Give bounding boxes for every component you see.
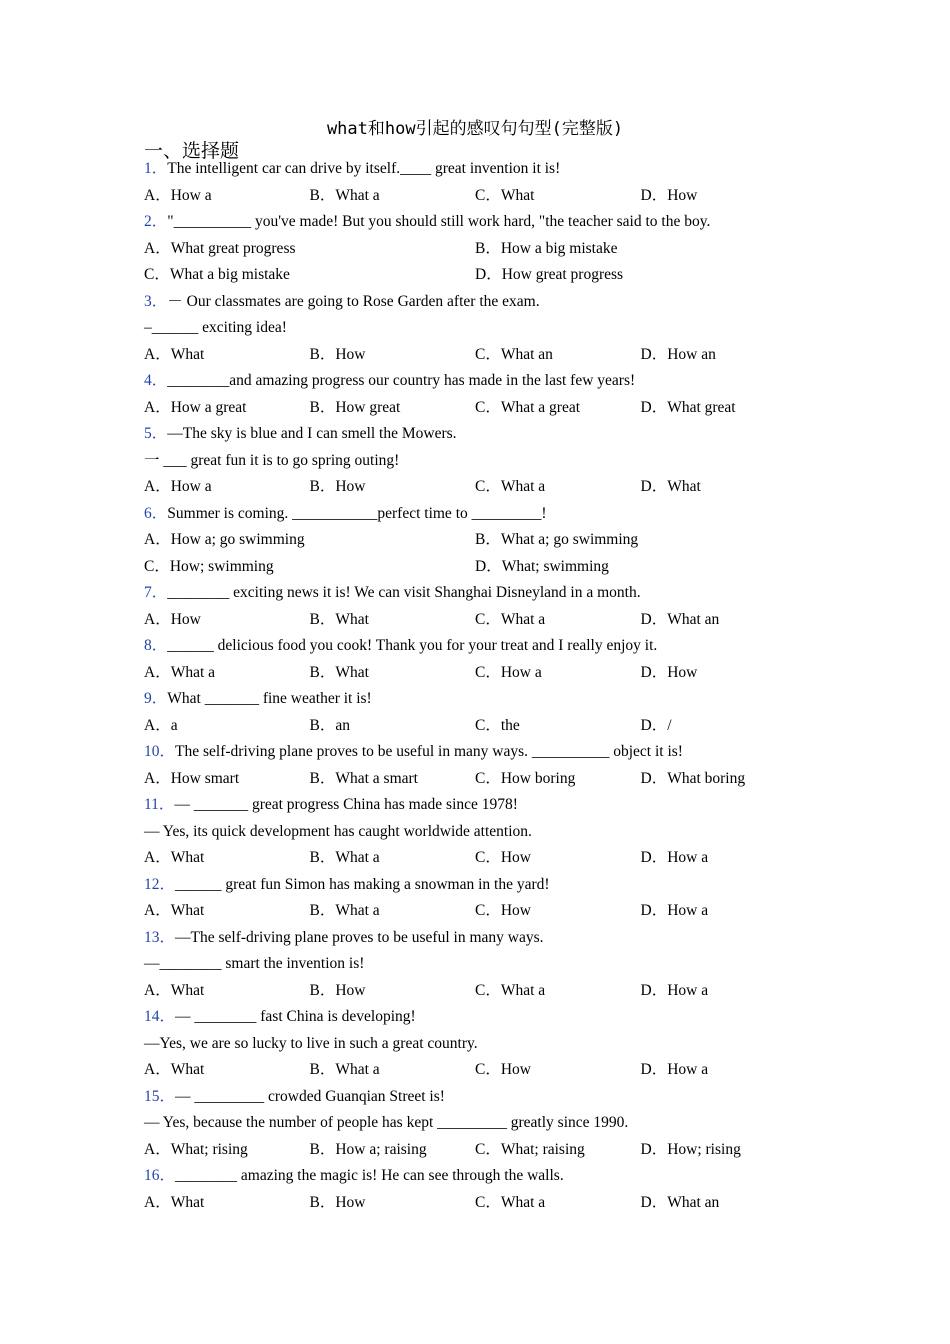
answer-option[interactable]: B．What a: [309, 186, 380, 204]
question-stem: ________ exciting news it is! We can visit Shanghai Disneyland in a month.: [167, 584, 641, 601]
question-number: 11．: [144, 796, 175, 813]
question-number: 13．: [144, 928, 176, 946]
answer-option[interactable]: B．How a; raising: [309, 1140, 427, 1158]
question-number: 16．: [144, 1167, 176, 1184]
question-number: 12．: [144, 875, 176, 893]
question-text: [144, 448, 824, 475]
question-4: [144, 368, 824, 421]
question-10: [144, 739, 824, 792]
question-number: 4．: [144, 372, 168, 389]
question-number: 3．: [144, 292, 168, 310]
options-row: [144, 766, 824, 793]
answer-option[interactable]: D．What boring: [640, 769, 746, 787]
answer-option[interactable]: D．How an: [640, 345, 716, 363]
answer-option[interactable]: B．How: [309, 981, 366, 999]
answer-option[interactable]: C．What a big mistake: [144, 266, 290, 283]
answer-option[interactable]: D．How a: [640, 1061, 709, 1078]
question-number: 14．: [144, 1008, 176, 1025]
question-text: [144, 686, 824, 713]
answer-option[interactable]: D．What great: [640, 398, 736, 416]
answer-option[interactable]: A．What a: [144, 663, 216, 681]
answer-option[interactable]: D．What an: [640, 1193, 720, 1211]
question-stem: 一 ___ great fun it is to go spring outing!: [144, 451, 400, 469]
question-12: [144, 872, 824, 925]
question-text: [144, 792, 824, 819]
question-number: 8．: [144, 637, 168, 654]
options-row: [144, 474, 824, 501]
question-9: [144, 686, 824, 739]
answer-option[interactable]: D．How a: [640, 849, 709, 866]
answer-option[interactable]: C．How a: [475, 663, 542, 681]
question-3: [144, 289, 824, 369]
answer-option[interactable]: C．How: [475, 849, 531, 866]
options-row: [144, 236, 824, 263]
question-text: [144, 289, 824, 316]
answer-option[interactable]: B．an: [309, 716, 350, 734]
question-number: 6．: [144, 504, 168, 522]
answer-option[interactable]: C．How boring: [475, 769, 576, 787]
options-row: [144, 660, 824, 687]
answer-option[interactable]: B．What: [309, 610, 369, 628]
answer-option[interactable]: D．How a: [640, 902, 709, 919]
answer-option[interactable]: C．What an: [475, 345, 553, 363]
answer-option[interactable]: D．What; swimming: [475, 557, 609, 575]
answer-option[interactable]: C．How; swimming: [144, 557, 274, 575]
question-number: 10．: [144, 743, 176, 760]
options-row: [144, 1190, 824, 1217]
question-15: [144, 1084, 824, 1164]
options-row: [144, 395, 824, 422]
options-row: [144, 978, 824, 1005]
question-13: [144, 925, 824, 1005]
answer-option[interactable]: A．What: [144, 1061, 205, 1078]
question-text: [144, 1084, 824, 1111]
answer-option[interactable]: A．What: [144, 902, 205, 919]
answer-option[interactable]: D．What an: [640, 610, 720, 628]
question-stem: –______ exciting idea!: [144, 319, 287, 336]
answer-option[interactable]: B．What: [309, 663, 369, 681]
question-number: 7．: [144, 584, 168, 601]
question-text: [144, 315, 824, 342]
answer-option[interactable]: C．How: [475, 902, 531, 919]
answer-option[interactable]: B．How: [309, 1193, 366, 1211]
answer-option[interactable]: D．How: [640, 663, 698, 681]
answer-option[interactable]: D．How: [640, 186, 698, 204]
answer-option[interactable]: A．What great progress: [144, 239, 296, 257]
answer-option[interactable]: B．What a: [309, 902, 380, 919]
answer-option[interactable]: C．What a: [475, 981, 546, 999]
answer-option[interactable]: A．How smart: [144, 769, 240, 787]
question-text: [144, 925, 824, 952]
question-stem: ______ great fun Simon has making a snowman in the yard!: [175, 875, 550, 893]
question-7: [144, 580, 824, 633]
question-text: [144, 156, 824, 183]
question-1: [144, 156, 824, 209]
question-6: [144, 501, 824, 581]
question-number: 2．: [144, 213, 168, 230]
document-title: what和how引起的感叹句句型(完整版): [326, 119, 624, 139]
answer-option[interactable]: B．How: [309, 478, 366, 495]
question-stem: — ________ fast China is developing!: [175, 1008, 416, 1025]
question-list: [144, 156, 824, 1216]
answer-option[interactable]: C．How: [475, 1061, 531, 1078]
options-row: [144, 554, 824, 581]
question-stem: The self-driving plane proves to be useful in many ways. __________ object it is!: [175, 743, 683, 760]
question-stem: "__________ you've made! But you should still work hard, "the teacher said to the boy.: [167, 213, 711, 230]
question-stem: — Yes, because the number of people has kept _________ greatly since 1990.: [144, 1114, 629, 1131]
answer-option[interactable]: D．How a: [640, 981, 709, 999]
question-stem: ________ amazing the magic is! He can see through the walls.: [175, 1167, 564, 1184]
answer-option[interactable]: A．How a great: [144, 398, 247, 416]
question-stem: —________ smart the invention is!: [144, 955, 365, 972]
question-stem: — _______ great progress China has made since 1978!: [174, 796, 518, 813]
options-row: [144, 898, 824, 925]
answer-option[interactable]: A．How a: [144, 186, 212, 204]
question-text: [144, 421, 824, 448]
answer-option[interactable]: C．What: [475, 186, 535, 204]
question-16: [144, 1163, 824, 1216]
answer-option[interactable]: A．How a: [144, 478, 212, 495]
question-stem: ______ delicious food you cook! Thank you for your treat and I really enjoy it.: [167, 637, 658, 654]
question-14: [144, 1004, 824, 1084]
question-stem: —The self-driving plane proves to be useful in many ways.: [175, 928, 544, 946]
answer-option[interactable]: B．How great: [309, 398, 401, 416]
answer-option[interactable]: A．What; rising: [144, 1140, 248, 1158]
answer-option[interactable]: A．What: [144, 849, 205, 866]
question-stem: —The sky is blue and I can smell the Mowers.: [167, 425, 457, 442]
question-stem: —Yes, we are so lucky to live in such a great country.: [144, 1034, 478, 1052]
answer-option[interactable]: B．What a smart: [309, 769, 418, 787]
question-stem: — Yes, its quick development has caught worldwide attention.: [144, 822, 532, 840]
question-text: [144, 1031, 824, 1058]
answer-option[interactable]: D．How great progress: [475, 266, 624, 283]
question-stem: ________and amazing progress our country has made in the last few years!: [167, 372, 636, 389]
question-number: 1．: [144, 160, 168, 177]
section-heading: 一、选择题: [144, 141, 240, 162]
answer-option[interactable]: A．How a; go swimming: [144, 531, 305, 548]
answer-option[interactable]: A．What: [144, 345, 205, 363]
question-text: [144, 633, 824, 660]
question-text: [144, 819, 824, 846]
options-row: [144, 342, 824, 369]
answer-option[interactable]: B．What a; go swimming: [475, 531, 639, 548]
question-stem: The intelligent car can drive by itself.____ great invention it is!: [167, 160, 561, 177]
answer-option[interactable]: A．How: [144, 610, 201, 628]
question-number: 5．: [144, 425, 168, 442]
answer-option[interactable]: A．What: [144, 981, 205, 999]
answer-option[interactable]: D．/: [640, 716, 672, 734]
options-row: [144, 607, 824, 634]
options-row: [144, 1057, 824, 1084]
question-stem: — _________ crowded Guanqian Street is!: [175, 1087, 445, 1105]
answer-option[interactable]: A．What: [144, 1193, 205, 1211]
answer-option[interactable]: C．What; raising: [475, 1140, 585, 1158]
question-text: [144, 580, 824, 607]
answer-option[interactable]: C．What a: [475, 1193, 546, 1211]
question-text: [144, 872, 824, 899]
answer-option[interactable]: C．the: [475, 716, 520, 734]
question-11: [144, 792, 824, 872]
options-row: [144, 527, 824, 554]
options-row: [144, 845, 824, 872]
question-number: 15．: [144, 1087, 176, 1105]
question-stem: What _______ fine weather it is!: [167, 690, 372, 707]
question-2: [144, 209, 824, 289]
options-row: [144, 1137, 824, 1164]
question-8: [144, 633, 824, 686]
question-number: 9．: [144, 690, 168, 707]
question-text: [144, 1110, 824, 1137]
answer-option[interactable]: C．What a great: [475, 398, 581, 416]
question-text: [144, 501, 824, 528]
answer-option[interactable]: B．How: [309, 345, 366, 363]
answer-option[interactable]: D．How; rising: [640, 1140, 741, 1158]
options-row: [144, 262, 824, 289]
question-text: [144, 1163, 824, 1190]
answer-option[interactable]: A．a: [144, 716, 178, 734]
question-stem: Summer is coming. ___________perfect time to _________!: [167, 504, 547, 522]
question-text: [144, 951, 824, 978]
question-text: [144, 209, 824, 236]
answer-option[interactable]: B．How a big mistake: [475, 239, 618, 257]
options-row: [144, 183, 824, 210]
question-text: [144, 739, 824, 766]
question-text: [144, 368, 824, 395]
answer-option[interactable]: B．What a: [309, 849, 380, 866]
answer-option[interactable]: C．What a: [475, 478, 546, 495]
answer-option[interactable]: C．What a: [475, 610, 546, 628]
answer-option[interactable]: D．What: [640, 478, 701, 495]
question-stem: － Our classmates are going to Rose Garden after the exam.: [167, 292, 540, 310]
question-5: [144, 421, 824, 501]
question-text: [144, 1004, 824, 1031]
answer-option[interactable]: B．What a: [309, 1061, 380, 1078]
options-row: [144, 713, 824, 740]
